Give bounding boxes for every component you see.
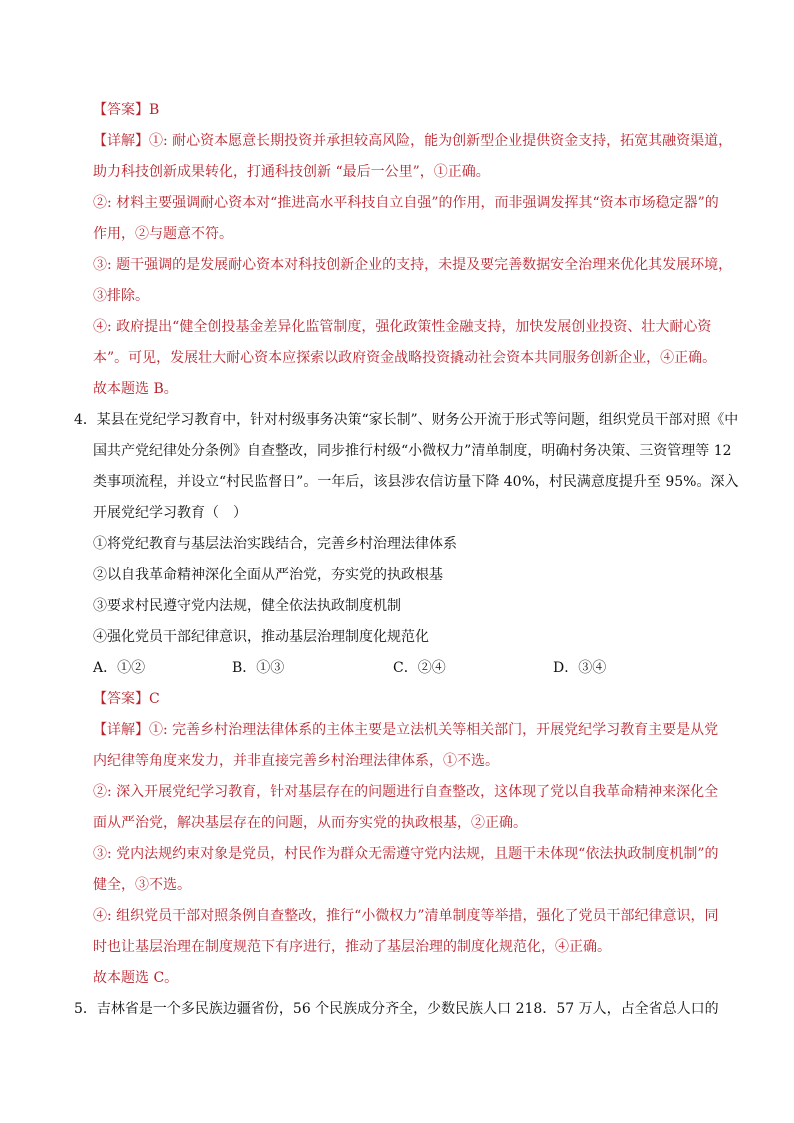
q4-detail-line: ③: 党内法规约束对象是党员，村民作为群众无需遵守党内法规，且题干未体现“依法执政制度机制”的: [93, 846, 719, 862]
q4-conclusion: 故本题选 C。: [93, 970, 179, 986]
q3-conclusion: 故本题选 B。: [93, 381, 178, 397]
q4-statement: ③要求村民遵守党内法规，健全依法执政制度机制: [93, 598, 401, 614]
q3-detail-line: ④: 政府提出“健全创投基金差异化监管制度，强化政策性金融支持，加快发展创业投资、壮大耐心资: [93, 319, 712, 335]
q4-statement: ①将党纪教育与基层法治实践结合，完善乡村治理法律体系: [93, 536, 457, 552]
q4-stem-line: 开展党纪学习教育（ ）: [93, 505, 247, 521]
q4-detail-line: 时也让基层治理在制度规范下有序进行，推动了基层治理的制度化规范化，④正确。: [93, 939, 611, 955]
q3-detail-line: ③排除。: [93, 288, 149, 304]
q4-stem-line: 国共产党纪律处分条例》自查整改，同步推行村级“小微权力”清单制度，明确村务决策、三资管理等 12: [93, 443, 732, 459]
q3-detail-line: 助力科技创新成果转化，打通科技创新 “最后一公里”，①正确。: [93, 164, 490, 180]
q4-detail-line: 内纪律等角度来发力，并非直接完善乡村治理法律体系，①不选。: [93, 753, 499, 769]
detail-text: ①: 耐心资本愿意长期投资并承担较高风险，能为创新型企业提供资金支持，拓宽其融资渠道，: [149, 133, 733, 149]
choice-b: B．①③: [232, 660, 285, 676]
q3-detail-line: 本”。可见，发展壮大耐心资本应探索以政府资金战略投资撬动社会资本共同服务创新企业，④正确。: [93, 350, 717, 366]
q4-stem-line: 4．某县在党纪学习教育中，针对村级事务决策“家长制”、财务公开流于形式等问题，组织党员干部对照《中: [74, 412, 739, 428]
q3-detail-line: [93, 132, 732, 150]
q4-detail-line: 面从严治党，解决基层存在的问题，从而夯实党的执政根基，②正确。: [93, 815, 527, 831]
answer-value: B: [149, 102, 160, 118]
q4-detail-line: 健全，③不选。: [93, 877, 191, 893]
detail-label: 【详解】: [93, 133, 149, 149]
q3-detail-line: 作用，②与题意不符。: [93, 226, 233, 242]
answer-value: C: [149, 691, 160, 707]
detail-label: 【详解】: [93, 722, 149, 738]
q5-stem-line: 5．吉林省是一个多民族边疆省份，56 个民族成分齐全，少数民族人口 218．57 万人，占全省总人口的: [74, 1001, 719, 1017]
q3-answer: [93, 101, 159, 119]
choice-a: A．①②: [93, 660, 146, 676]
choice-d: D．③④: [553, 660, 607, 676]
choice-c: C．②④: [393, 660, 446, 676]
q4-detail-line: ④: 组织党员干部对照条例自查整改，推行“小微权力”清单制度等举措，强化了党员干部纪律意识，同: [93, 908, 719, 924]
answer-label: 【答案】: [93, 691, 149, 707]
q4-stem-line: 类事项流程，并设立“村民监督日”。一年后，该县涉农信访量下降 40%，村民满意度提升至 95%。深入: [93, 474, 739, 490]
q4-detail-line: ②: 深入开展党纪学习教育，针对基层存在的问题进行自查整改，这体现了党以自我革命精神来深化全: [93, 784, 719, 800]
q3-detail-line: ③: 题干强调的是发展耐心资本对科技创新企业的支持，未提及要完善数据安全治理来优化其发展环境，: [93, 257, 733, 273]
q4-statement: ④强化党员干部纪律意识，推动基层治理制度化规范化: [93, 629, 429, 645]
q4-statement: ②以自我革命精神深化全面从严治党，夯实党的执政根基: [93, 567, 443, 583]
detail-text: ①: 完善乡村治理法律体系的主体主要是立法机关等相关部门，开展党纪学习教育主要是从党: [149, 722, 719, 738]
answer-label: 【答案】: [93, 102, 149, 118]
q3-detail-line: ②: 材料主要强调耐心资本对“推进高水平科技自立自强”的作用，而非强调发挥其“资本市场稳定器”的: [93, 195, 719, 211]
q4-detail-line: [93, 721, 718, 739]
q4-answer: [93, 690, 160, 708]
